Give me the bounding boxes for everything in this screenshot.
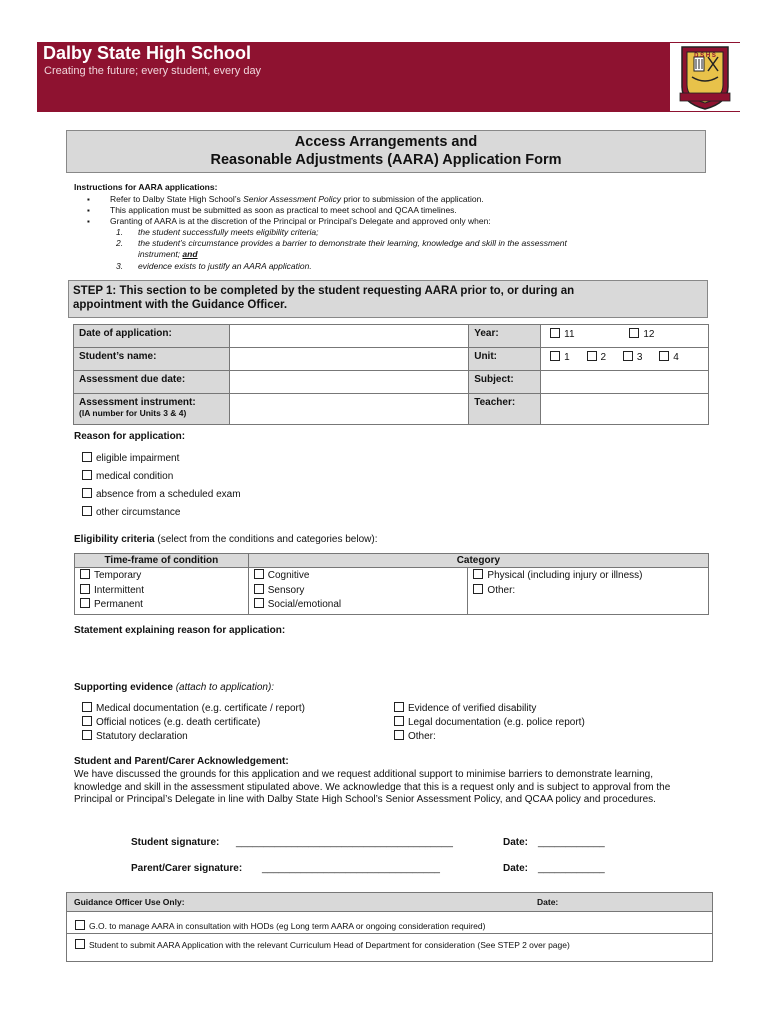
evidence-official-notices-checkbox[interactable]: Official notices (e.g. death certificate) [82, 716, 260, 728]
year-label: Year: [469, 325, 541, 348]
evidence-verified-disability-checkbox[interactable]: Evidence of verified disability [394, 702, 536, 714]
student-signature-line[interactable]: _______________________________________ [236, 837, 453, 848]
instruction-1: Refer to Dalby State High School’s Senior Assessment Policy prior to submission of the application. [110, 194, 484, 204]
subject-label: Subject: [469, 371, 541, 394]
date-of-application-field[interactable] [229, 325, 468, 348]
eligibility-table [74, 553, 709, 615]
instruction-3: Granting of AARA is at the discretion of the Principal or Principal’s Delegate and approved only when: [110, 216, 491, 226]
category-options-a [248, 568, 468, 615]
condition-text: evidence exists to justify an AARA application. [138, 261, 312, 271]
parent-date-line[interactable]: ____________ [538, 863, 605, 874]
evidence-heading: Supporting evidence (attach to application): [74, 682, 275, 693]
reason-medical-condition-checkbox[interactable]: medical condition [82, 470, 173, 482]
crest-letters: D S H S [694, 53, 716, 59]
condition-number: 3. [116, 261, 124, 271]
condition-text: the student’s circumstance provides a barrier to demonstrate their learning, knowledge and skill in the assessment [138, 238, 567, 248]
reason-heading: Reason for application: [74, 431, 186, 442]
category-options-b [468, 568, 709, 615]
evidence-legal-documentation-checkbox[interactable]: Legal documentation (e.g. police report) [394, 716, 585, 728]
condition-text: the student successfully meets eligibility criteria; [138, 227, 319, 237]
instruction-bullet: ▪ [87, 206, 90, 215]
unit-3-checkbox[interactable]: 3 [623, 352, 643, 363]
student-date-label: Date: [503, 837, 529, 848]
unit-1-checkbox[interactable]: 1 [550, 352, 570, 363]
evidence-statutory-declaration-checkbox[interactable]: Statutory declaration [82, 730, 188, 742]
step1-heading: STEP 1: This section to be completed by the student requesting AARA prior to, or during an appointment with the Guidance Officer. [73, 285, 575, 311]
unit-4-checkbox[interactable]: 4 [659, 352, 679, 363]
statement-heading: Statement explaining reason for application: [74, 625, 286, 636]
date-of-application-label: Date of application: [74, 325, 230, 348]
parent-signature-label: Parent/Carer signature: [131, 863, 243, 874]
instructions-heading: Instructions for AARA applications: [74, 182, 218, 192]
subject-field[interactable] [541, 371, 709, 394]
guidance-heading: Guidance Officer Use Only: [74, 897, 185, 907]
evidence-medical-checkbox[interactable]: Medical documentation (e.g. certificate / report) [82, 702, 305, 714]
category-social-emotional-checkbox[interactable]: Social/emotional [254, 598, 463, 613]
evidence-other-checkbox[interactable]: Other: [394, 730, 436, 742]
category-other-checkbox[interactable]: Other: [473, 584, 703, 599]
timeframe-intermittent-checkbox[interactable]: Intermittent [80, 584, 243, 599]
guidance-divider [66, 933, 713, 934]
statement-field[interactable] [74, 640, 704, 674]
timeframe-permanent-checkbox[interactable]: Permanent [80, 598, 243, 613]
instruction-bullet: ▪ [87, 195, 90, 204]
school-name: Dalby State High School [43, 43, 252, 63]
assessment-due-date-label: Assessment due date: [74, 371, 230, 394]
student-name-field[interactable] [229, 348, 468, 371]
acknowledgement-text: We have discussed the grounds for this application and we request additional support to minimise barriers to demonstrate learning, knowledge and skill in the assessment stipulated above. We acknowledge that this is a request only and is subject to approval from the Principal or Principal’s Delegate in line with Dalby State High School’s Senior Assessment Policy, and QCAA policy and procedures. [74, 769, 671, 806]
guidance-date-label: Date: [537, 897, 559, 907]
category-sensory-checkbox[interactable]: Sensory [254, 584, 463, 599]
unit-2-checkbox[interactable]: 2 [587, 352, 607, 363]
category-cognitive-checkbox[interactable]: Cognitive [254, 569, 463, 584]
condition-number: 2. [116, 238, 124, 248]
student-name-label: Student’s name: [74, 348, 230, 371]
category-header: Category [248, 554, 708, 568]
assessment-due-date-field[interactable] [229, 371, 468, 394]
eligibility-heading: Eligibility criteria (select from the conditions and categories below): [74, 534, 378, 545]
year-options [541, 325, 709, 348]
timeframe-header: Time-frame of condition [75, 554, 249, 568]
acknowledgement-heading: Student and Parent/Carer Acknowledgement: [74, 756, 289, 767]
student-info-table [73, 324, 709, 425]
guidance-option-go-manage-checkbox[interactable]: G.O. to manage AARA in consultation with HODs (eg Long term AARA or ongoing consideration required) [75, 920, 485, 931]
form-title-box [66, 130, 706, 173]
parent-signature-line[interactable]: ________________________________ [262, 863, 440, 874]
student-date-line[interactable]: ____________ [538, 837, 605, 848]
school-crest-icon [670, 43, 740, 111]
timeframe-options [75, 568, 249, 615]
teacher-field[interactable] [541, 394, 709, 425]
school-tagline: Creating the future; every student, every day [44, 65, 262, 77]
year-12-checkbox[interactable]: 12 [629, 329, 654, 340]
student-signature-label: Student signature: [131, 837, 220, 848]
reason-absence-checkbox[interactable]: absence from a scheduled exam [82, 488, 241, 500]
teacher-label: Teacher: [469, 394, 541, 425]
condition-text-cont: instrument; and [138, 249, 198, 259]
reason-other-checkbox[interactable]: other circumstance [82, 506, 180, 518]
year-11-checkbox[interactable]: 11 [550, 329, 574, 340]
parent-date-label: Date: [503, 863, 529, 874]
assessment-instrument-field[interactable] [229, 394, 468, 425]
timeframe-temporary-checkbox[interactable]: Temporary [80, 569, 243, 584]
unit-options [541, 348, 709, 371]
form-title-line1: Access Arrangements and [294, 134, 478, 150]
condition-number: 1. [116, 227, 124, 237]
assessment-instrument-label: Assessment instrument: (IA number for Units 3 & 4) [74, 394, 230, 425]
instruction-bullet: ▪ [87, 217, 90, 226]
instruction-2: This application must be submitted as soon as practical to meet school and QCAA timelines. [110, 205, 457, 215]
form-title-line2: Reasonable Adjustments (AARA) Application Form [210, 152, 562, 168]
category-physical-checkbox[interactable]: Physical (including injury or illness) [473, 569, 703, 584]
guidance-divider [66, 911, 713, 912]
guidance-option-student-submit-checkbox[interactable]: Student to submit AARA Application with the relevant Curriculum Head of Department for consideration (See STEP 2 over page) [75, 939, 570, 950]
unit-label: Unit: [469, 348, 541, 371]
reason-eligible-impairment-checkbox[interactable]: eligible impairment [82, 452, 179, 464]
